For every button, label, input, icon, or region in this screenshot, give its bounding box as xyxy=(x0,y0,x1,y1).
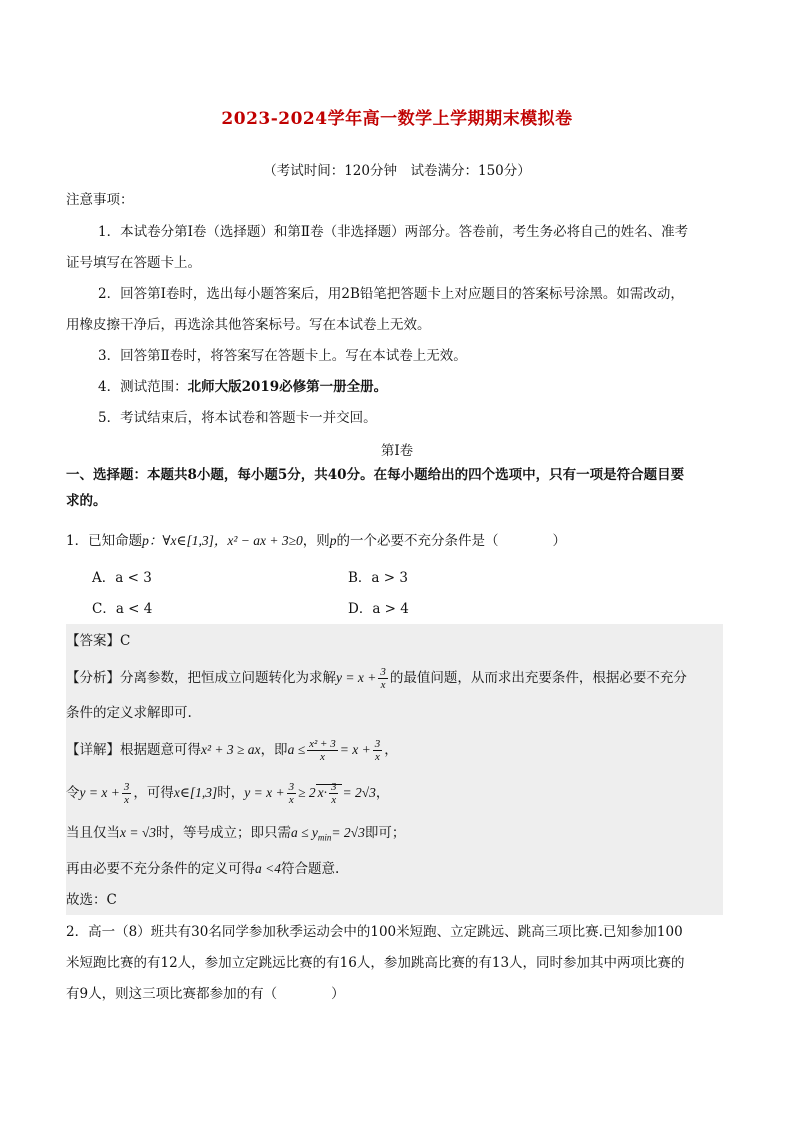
analysis-line-cont: 条件的定义求解即可. xyxy=(66,705,192,721)
detail-text: 令 xyxy=(66,785,80,801)
note-5: 5．考试结束后，将本试卷和答题卡一并交回。 xyxy=(98,410,377,426)
analysis-text-2: 的最值问题，从而求出充要条件，根据必要不充分 xyxy=(389,670,687,686)
detail-text-2: ，即 xyxy=(260,742,288,758)
section-heading-cont: 求的。 xyxy=(66,493,107,509)
question-2-line-3: 有9人，则这三项比赛都参加的有（ ） xyxy=(66,986,345,1002)
option-b: B．a > 3 xyxy=(348,570,408,586)
frac-num: 3 xyxy=(374,738,381,750)
detail-text-3: 即可； xyxy=(364,825,406,841)
analysis-math: y = x + xyxy=(336,670,377,685)
detail-line-3 xyxy=(66,823,405,848)
note-2: 2．回答第Ⅰ卷时，选出每小题答案后，用2B铅笔把答题卡上对应题目的答案标号涂黑。如需改动， xyxy=(98,286,684,302)
detail-math-2: a ≤ y xyxy=(291,825,318,840)
exam-info: （考试时间：120分钟 试卷满分：150分） xyxy=(263,163,531,179)
fraction-3-over-x xyxy=(378,666,388,691)
notice-heading: 注意事项： xyxy=(66,192,134,208)
frac-num: 3 xyxy=(380,666,386,678)
fraction-x2-plus-3-over-x xyxy=(307,738,338,763)
fraction-3-over-x xyxy=(287,781,297,806)
detail-math: x = √3 xyxy=(120,825,157,840)
detail-math-2: x∈[1,3] xyxy=(173,785,218,800)
question-2-line-2: 米短跑比赛的有12人，参加立定跳远比赛的有16人，参加跳高比赛的有13人，同时参加其中两项比赛的 xyxy=(66,955,685,971)
detail-text-2: 符合题意. xyxy=(281,861,340,877)
detail-text-2: 时，等号成立；即只需 xyxy=(156,825,292,841)
fraction-3-over-x xyxy=(329,781,339,806)
option-c: C．a < 4 xyxy=(92,601,153,617)
detail-math-3: = x + xyxy=(339,742,371,757)
q1-stem-p: p xyxy=(329,533,337,548)
final-choice: 故选：C xyxy=(66,892,117,908)
fraction-3-over-x xyxy=(122,781,132,806)
detail-text: 根据题意可得 xyxy=(120,742,201,758)
detail-math-5: = 2√3 xyxy=(342,785,376,800)
frac-den: x xyxy=(374,751,380,763)
q1-stem-text-2: ，则 xyxy=(302,533,330,549)
note-4 xyxy=(98,377,387,397)
note-2-cont: 用橡皮擦干净后，再选涂其他答案标号。写在本试卷上无效。 xyxy=(66,317,431,333)
page-title: 2023-2024学年高一数学上学期期末模拟卷 xyxy=(221,109,573,129)
detail-math-4: ≥ 2 xyxy=(298,785,316,800)
detail-line-1 xyxy=(66,738,398,763)
frac-num: x² + 3 xyxy=(309,738,336,750)
frac-den: x xyxy=(380,679,386,691)
frac-den: x xyxy=(288,794,294,806)
note-1: 1．本试卷分第Ⅰ卷（选择题）和第Ⅱ卷（非选择题）两部分。答卷前，考生务必将自己的姓名、准考 xyxy=(98,224,689,240)
detail-math-3: = 2√3 xyxy=(331,825,365,840)
sqrt-body: x· xyxy=(317,785,327,800)
section-heading: 一、选择题：本题共8小题，每小题5分，共40分。在每小题给出的四个选项中，只有一项是符合题目要 xyxy=(66,467,685,483)
frac-den: x xyxy=(331,794,337,807)
fraction-3-over-x xyxy=(373,738,383,763)
frac-num: 3 xyxy=(123,781,130,793)
frac-den: x xyxy=(319,751,325,763)
note-3: 3．回答第Ⅱ卷时，将答案写在答题卡上。写在本试卷上无效。 xyxy=(98,348,467,364)
detail-math: y = x + xyxy=(79,785,120,800)
detail-text: 当且仅当 xyxy=(66,825,120,841)
q1-stem-text: 1．已知命题 xyxy=(66,533,143,549)
option-d: D．a > 4 xyxy=(348,601,409,617)
detail-subscript: min xyxy=(317,832,332,843)
q1-stem-math: p：∀x∈[1,3]，x² − ax + 3≥0 xyxy=(142,533,303,548)
frac-num: 3 xyxy=(330,781,337,794)
sqrt-expression xyxy=(316,781,343,807)
question-2-line-1: 2．高一（8）班共有30名同学参加秋季运动会中的100米短跑、立定跳远、跳高三项比赛.已知参加100 xyxy=(66,924,683,940)
detail-text-2: ，可得 xyxy=(133,785,174,801)
detail-label: 【详解】 xyxy=(66,742,120,758)
analysis-label: 【分析】 xyxy=(66,670,120,686)
detail-math-3: y = x + xyxy=(244,785,285,800)
detail-math: x² + 3 ≥ ax xyxy=(201,742,261,757)
frac-num: 3 xyxy=(288,781,295,793)
note-4-label: 4．测试范围： xyxy=(98,379,188,395)
detail-text-3: 时， xyxy=(217,785,245,801)
detail-text-3: ， xyxy=(384,742,398,758)
detail-line-4 xyxy=(66,859,339,879)
answer-line: 【答案】C xyxy=(66,633,131,649)
q1-stem-text-3: 的一个必要不充分条件是（ ） xyxy=(336,533,567,549)
note-4-scope: 北师大版2019必修第一册全册。 xyxy=(187,379,388,395)
detail-math-2: a ≤ xyxy=(287,742,306,757)
note-1-cont: 证号填写在答题卡上。 xyxy=(66,255,201,271)
frac-den: x xyxy=(124,794,130,806)
analysis-line xyxy=(66,666,687,691)
question-1-stem xyxy=(66,531,566,551)
option-a: A．a < 3 xyxy=(92,570,152,586)
detail-text-4: ， xyxy=(375,785,390,801)
detail-math: a <4 xyxy=(255,861,281,876)
part-label: 第Ⅰ卷 xyxy=(380,443,414,459)
analysis-text: 分离参数，把恒成立问题转化为求解 xyxy=(120,670,336,686)
detail-line-2 xyxy=(66,781,389,806)
detail-text: 再由必要不充分条件的定义可得 xyxy=(66,861,255,877)
